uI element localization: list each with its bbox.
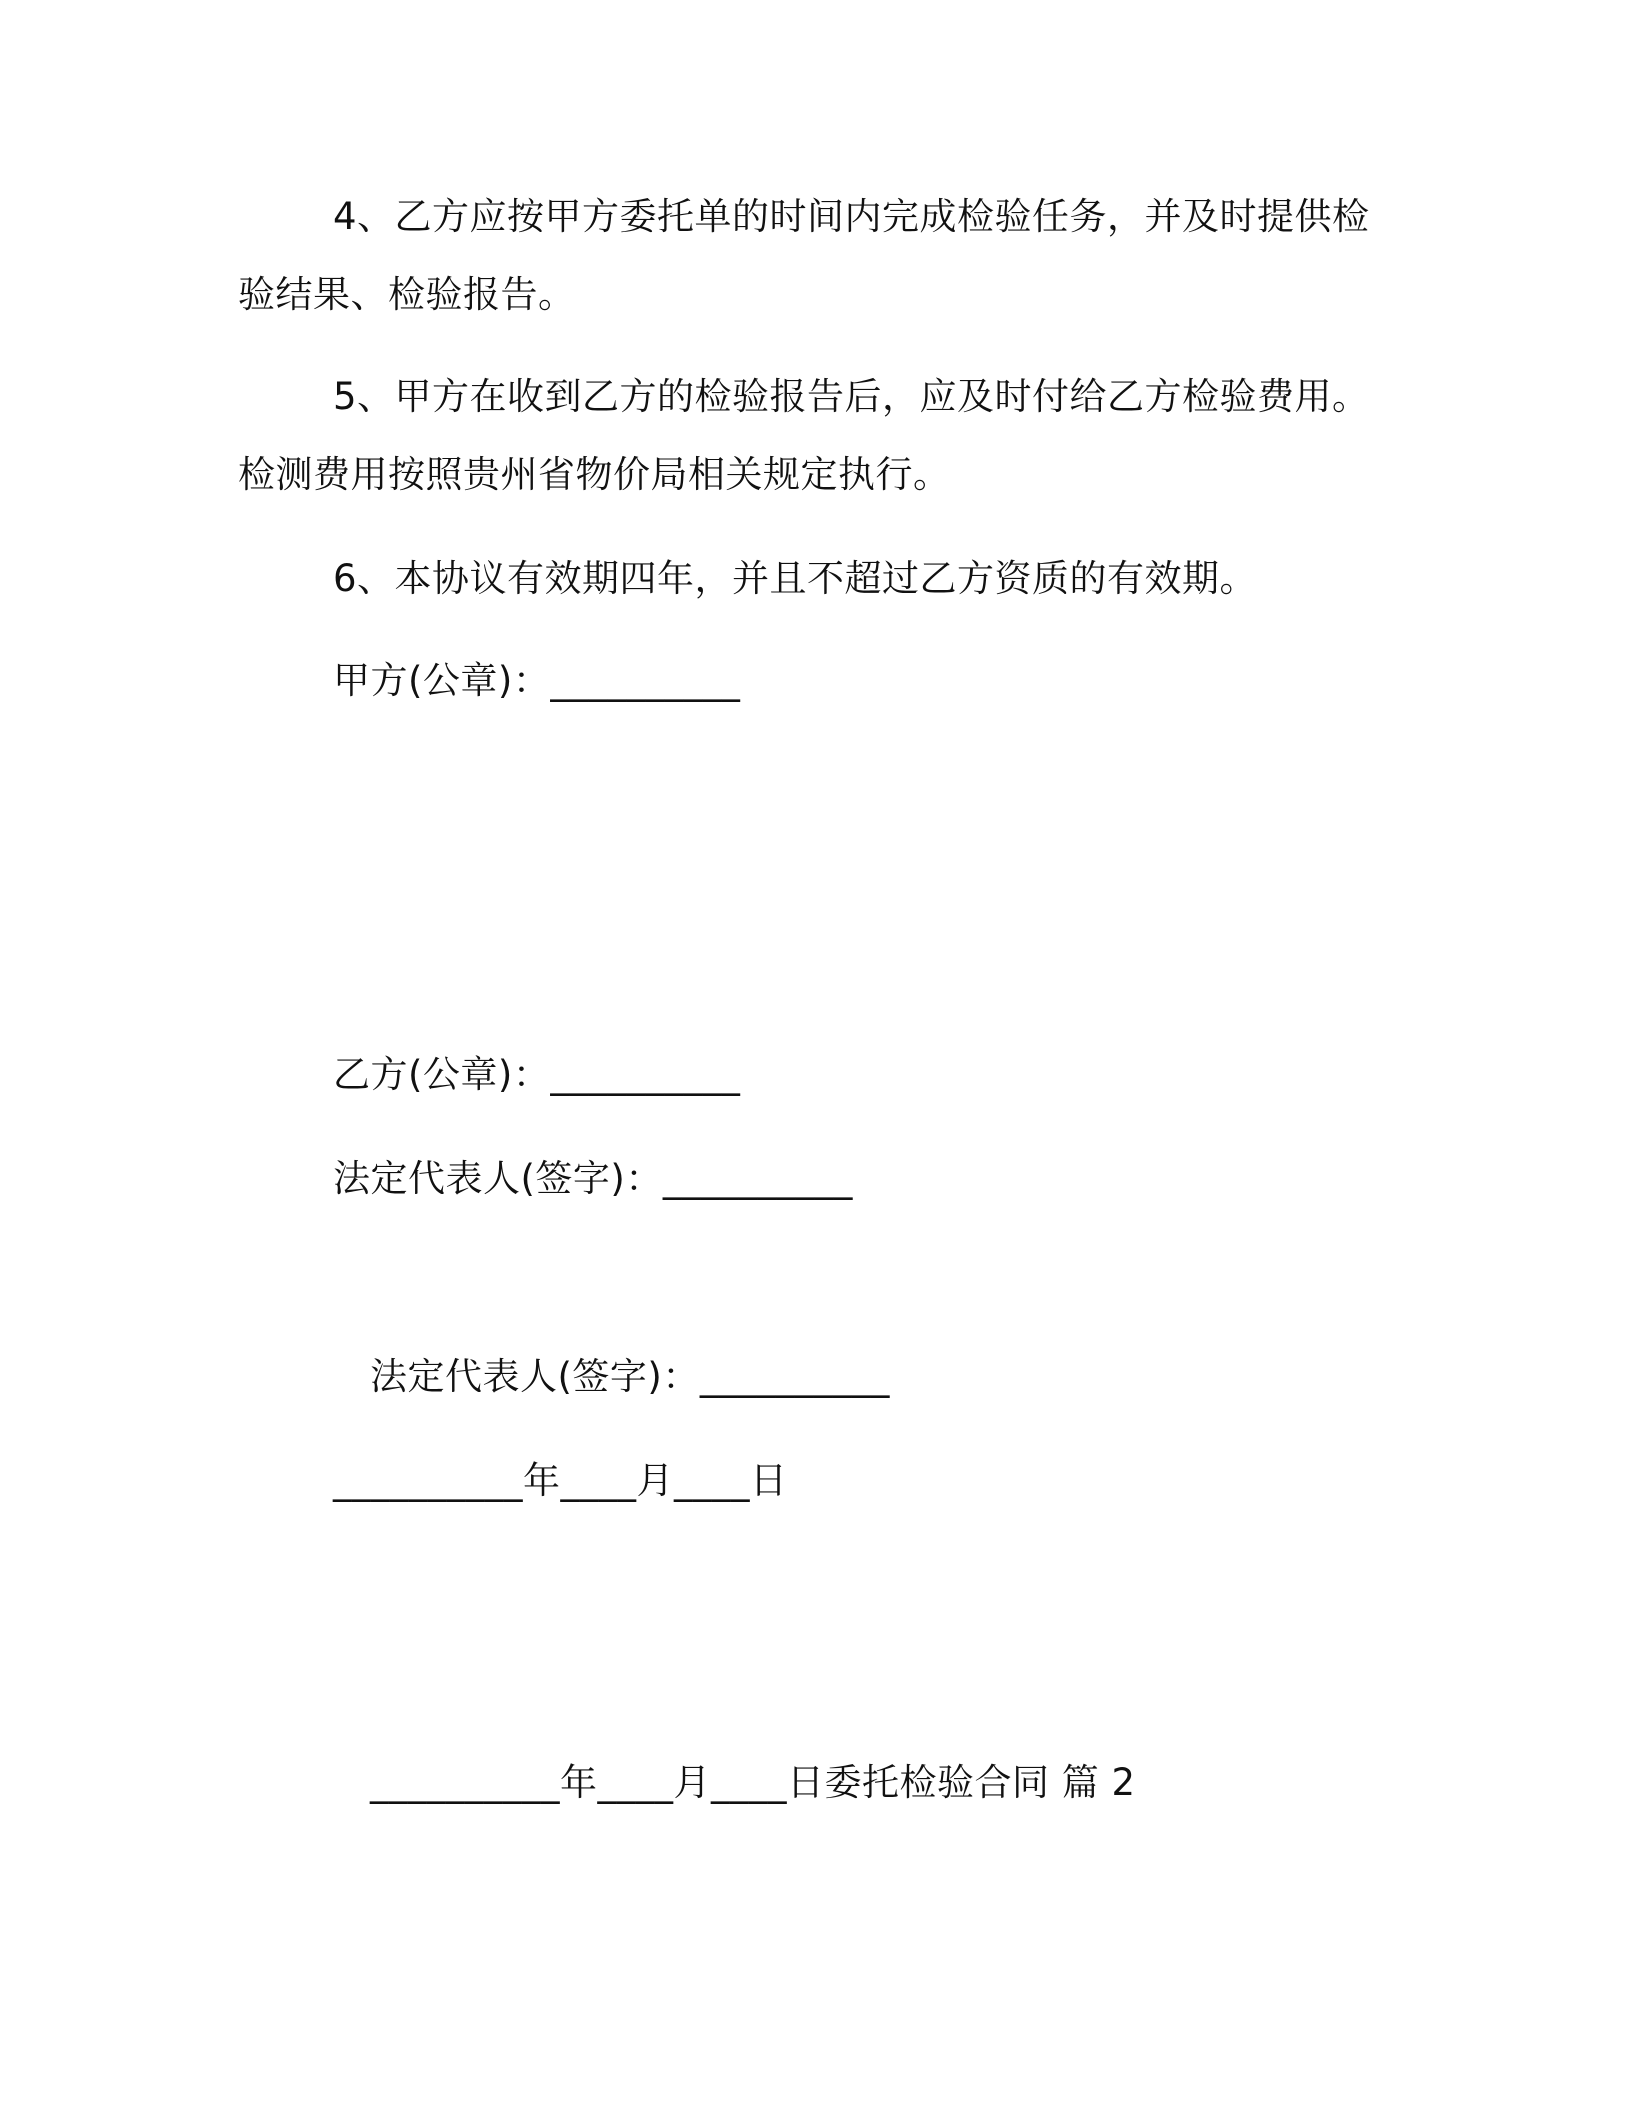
party-b-seal-line: 乙方(公章)：__________ bbox=[333, 1053, 741, 1096]
clause-5-line-1: 5、甲方在收到乙方的检验报告后，应及时付给乙方检验费用。 bbox=[333, 375, 1370, 418]
clause-5-line-2: 检测费用按照贵州省物价局相关规定执行。 bbox=[238, 453, 951, 496]
clause-4-line-2: 验结果、检验报告。 bbox=[238, 273, 576, 316]
clause-6: 6、本协议有效期四年，并且不超过乙方资质的有效期。 bbox=[333, 557, 1258, 600]
next-contract-title: __________年____月____日委托检验合同 篇 2 bbox=[370, 1761, 1136, 1804]
party-a-seal-line: 甲方(公章)：__________ bbox=[333, 659, 741, 702]
date-line: __________年____月____日 bbox=[333, 1459, 788, 1502]
legal-representative-line-2: 法定代表人(签字)：__________ bbox=[370, 1355, 890, 1398]
clause-4-line-1: 4、乙方应按甲方委托单的时间内完成检验任务，并及时提供检 bbox=[333, 195, 1370, 238]
legal-representative-line-1: 法定代表人(签字)：__________ bbox=[333, 1157, 853, 1200]
